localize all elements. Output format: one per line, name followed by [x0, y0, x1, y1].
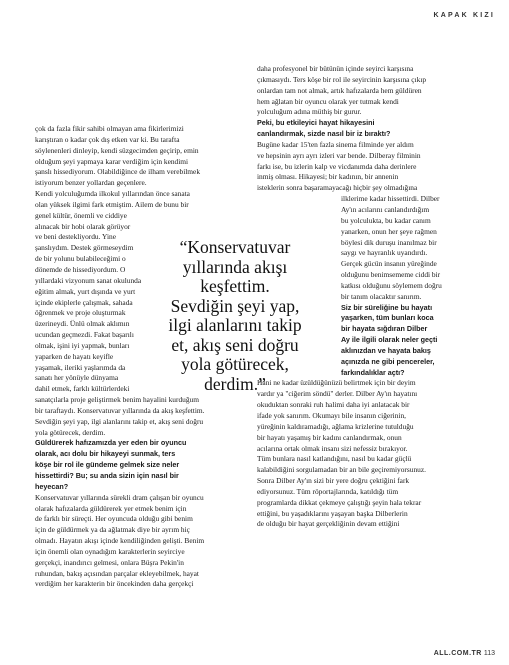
page-footer	[434, 650, 495, 657]
left-paragraph-2: genel kültür, önemli ve ciddiye alınacak bir hobi olarak görüyor ve beni destekliyordu. Yine şanslıydım. Destek görmeseydim de bir yolunu bulabileceğimi o dönemde de hissediyordum. O yıllardaki vizyonum sanat okulunda eğitim almak, yurt dışında ve yurt içinde ekiplerle çalışmak, sahada öğrenmek ve proje oluşturmak üzerineydi. Ünlü olmak aklımın ucundan geçmezdi. Fakat başarılı olmak, işini iyi yapmak, bunları yaparken de hayatı keyifle yaşamak, ileriki yaşlarımda da sanatı her yönüyle dünyama dahil etmek, farklı kültürlerdeki	[35, 210, 142, 394]
right-paragraph-2: Bugüne kadar 15'ten fazla sinema filminde yer aldım ve hepsinin ayrı ayrı izleri var bende. Dilberay filminin farkı ise, bu izlerin kalp ve vicdanımda daha derinlere inmiş olması. Hikayesi; bir kadının, bir annenin isteklerin sonra başaramayacağı hiçbir şey olmadığına	[257, 139, 421, 193]
interview-question-3: Siz bir süreliğine bu hayatı yaşarken, tüm bunları koca bir hayata sığdıran Dilber Ay ile ilgili olarak neler geçti aklınızdan ve hayata bakış açınızda ne gibi pencereler, farkındalıklar açtı?	[341, 302, 438, 377]
page-number: 113	[483, 650, 495, 657]
right-paragraph-3: ilklerime kadar hissettirdi. Dilber Ay'ın acılarını canlandırdığım bu yolculukta, bu kadar canım yanarken, onun her şeye rağmen böylesi dik duruşu inanılmaz bir saygı ve hayranlık uyandırdı. Gerçek gücün insanın yüreğinde olduğunu benimsememe ciddi bir katkısı olduğunu söylemem doğru bir tanım olacaktır sanırım.	[341, 194, 442, 301]
right-narrow-block	[257, 194, 477, 378]
right-paragraph-4: Hani ne kadar üzüldüğünüzü belirtmek için bir deyim vardır ya "ciğerim söndü" derler. Dilber Ay'ın hayatını okuduktan sonraki ruh halimi daha iyi anlatacak bir ifade yok sanırım. Okumayı bile insanın ciğerinin, yüreğinin kaldıramadığı, ağlama krizlerine tutulduğu bir hayatı yaşamış bir kadını canlandırmak, onun acılarına ortak olmak insanı sizi nefessiz bırakıyor. Tüm bunlara nasıl katlandığını, nasıl bu kadar güçlü kalabildiğini sorgulamadan bir an bile geçiremiyorsunuz. Sonra Dilber Ay'ın sizi bir yere doğru çektiğini fark ediyorsunuz. Tüm röportajlarında, katıldığı tüm programlarda dikkat çekmeye çalıştığı şeyin hala tekrar ettiğini, bu yaşadıklarını yaşayan başka Dilberlerin de olduğu bir hayat gerçekliğinin devam ettiğini	[257, 378, 426, 529]
left-paragraph-4: Konservatuvar yıllarında sürekli dram çalışan bir oyuncu olarak hafızalarda güldürerek yer etmek benim için de farklı bir süreçti. Her oyuncuda olduğu gibi benim için de güldürmek ya da ağlatmak diye bir ayrım hiç olmadı. Hayatın akışı içinde kendiliğinden gelişti. Benim için önemli olan oynadığım karakterlerin seyirciye gerçekçi, inandırıcı gelmesi, onlara Büşra Pekin'in ruhundan, bakış açısından parçalar ekleyebilmek, hayat verdiğim her karakterin bir öncekinden daha gerçekçi	[35, 492, 205, 589]
interview-question-2: Peki, bu etkileyici hayat hikayesini canlandırmak, sizde nasıl bir iz bıraktı?	[257, 118, 391, 139]
interview-question-1: Güldürerek hafızamızda yer eden bir oyuncu olarak, acı dolu bir hikayeyi sunmak, ters köşe bir rol ile gündeme gelmek size neler hissettirdi? Bu; su anda sizin için nasıl bir heyecan?	[35, 438, 187, 491]
footer-brand: ALL.COM.TR	[433, 650, 482, 657]
section-label: KAPAK KIZI	[433, 12, 495, 19]
right-paragraph-1: daha profesyonel bir bütünün içinde seyirci karşısına çıkmasıydı. Ters köşe bir rol ile seyircinin karşısına çıkıp onlardan tam not almak, artık hafızalarda hem güldüren hem ağlatan bir oyuncu olarak yer tutmak kendi yolculuğum adına müthiş bir gurur.	[257, 64, 427, 117]
right-column	[257, 64, 477, 530]
pull-quote: “Konservatuvar yıllarında akışı keşfettim. Sevdiğin şeyi yap, ilgi alanlarını takip et, akış seni doğru yola götürecek, derdim.”	[168, 237, 302, 394]
left-paragraph-3: sanatçılarla proje geliştirmek benim hayalini kurduğum bir taraftaydı. Konservatuvar yıllarında da akış keşfettim. Sevdiğin şeyi yap, ilgi alanlarını takip et, akış seni doğru yola götürecek, derdim.	[35, 395, 205, 437]
left-paragraph-1: çok da fazla fikir sahibi olmayan ama fikirlerimizi karıştıran o kadar çok dış etken var ki. Bu tarafta söylenenleri dinleyip, kendi süzgecimden geçirip, emin olduğum şeyi yapmaya karar verdiğim için kendimi şanslı hissediyorum. Olabildiğince de ilham verebilmek istiyorum benzer yollardan geçenlere. Kendi yolculuğumda ilkokul yıllarından önce sanata olan yüksek ilgimi fark etmiştim. Ailem de bunu bir	[35, 124, 201, 209]
